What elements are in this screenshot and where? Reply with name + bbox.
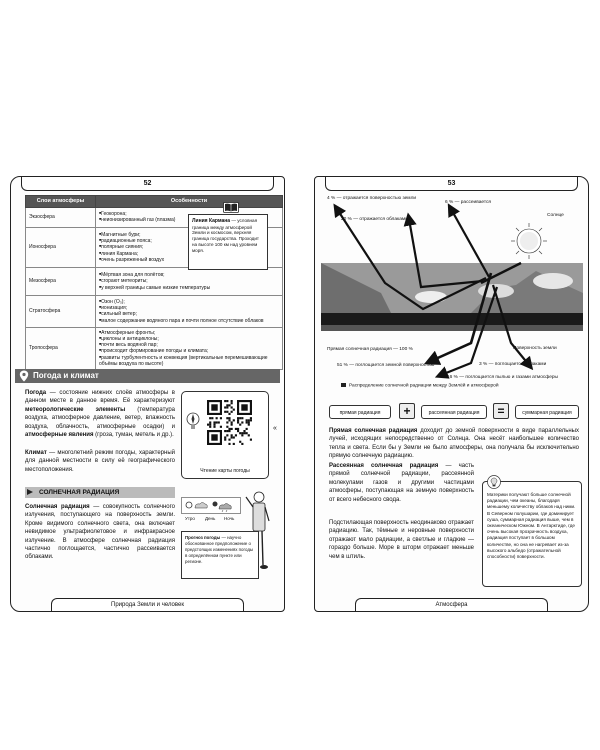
label-absorbed-gases: 16 % — поглощается пылью и газами атмосферы xyxy=(447,375,558,380)
page-footer: Атмосфера xyxy=(355,598,548,611)
book-icon xyxy=(223,202,239,213)
layer-name: Мезосфера xyxy=(26,267,96,295)
feature-item: ■ происходит формирование погоды и климата; xyxy=(99,348,279,354)
atmo-phenomena-term: атмосферные явления xyxy=(25,431,94,438)
label-absorbed-surface: 51 % — поглощается земной поверхностью xyxy=(337,363,435,368)
weather-term: Погода xyxy=(25,390,47,396)
triangle-bullet-icon xyxy=(27,489,33,495)
page-number: 53 xyxy=(447,180,456,187)
qr-caption: Чтение карты погоды xyxy=(200,467,250,474)
feature-item: ■ Атмосферные фронты; xyxy=(99,330,279,336)
feature-item: ■ циклоны и антициклоны; xyxy=(99,336,279,342)
layer-name: Ионосфера xyxy=(26,227,96,267)
layer-name: Экзосфера xyxy=(26,207,96,227)
weather-label-morning: Утро xyxy=(185,516,195,521)
eq-direct-box: прямая радиация xyxy=(329,405,391,419)
feature-item: ■ Мёртвая зона для полётов; xyxy=(99,272,279,278)
climate-term: Климат xyxy=(25,450,47,456)
label-scattered: 6 % — рассеивается xyxy=(445,200,492,205)
label-reflected-earth: 4 % — отражается поверхностью земли xyxy=(327,196,417,201)
direct-radiation-paragraph xyxy=(329,427,579,461)
cloud xyxy=(533,273,573,289)
label-reflected-clouds: 20 % — отражается облаками xyxy=(341,217,408,222)
eq-diffuse-box: рассеянная радиация xyxy=(421,405,487,419)
right-page xyxy=(314,176,589,612)
label-surface: Поверхность земли xyxy=(513,346,557,351)
label-absorbed-clouds: 3 % — поглощается облаками xyxy=(479,362,547,367)
weather-label-day: День xyxy=(205,516,216,521)
layer-features xyxy=(96,267,283,295)
weather-text: — состояние нижних слоёв атмосферы в данном месте в данное время. Её характеризуют xyxy=(25,390,175,405)
feature-item: ■ Магнитные бури; xyxy=(99,232,189,238)
section-heading-weather-climate xyxy=(15,369,280,383)
radiation-equation xyxy=(329,403,579,421)
weather-paragraph xyxy=(25,389,175,439)
diffuse-radiation-paragraph xyxy=(329,462,474,504)
feature-item: ■ почти весь водяной пар; xyxy=(99,342,279,348)
layer-features xyxy=(96,295,283,327)
diffuse-radiation-text: — часть прямой солнечной радиации, рассеянной молекулами газов и другими частицами атмосферы, поступающая на земную поверхность от всего небесного свода. xyxy=(329,463,474,503)
continents-note xyxy=(482,481,582,587)
solar-radiation-term: Солнечная радиация xyxy=(25,504,90,510)
table-header-features: Особенности xyxy=(96,196,283,208)
climate-text: — многолетний режим погоды, характерный для данной местности в силу её географического местоположения. xyxy=(25,450,175,473)
compass-icon xyxy=(186,412,200,430)
meteo-elements-term: метеорологические элементы xyxy=(25,406,126,413)
weather-text: (гроза, туман, метель и др.). xyxy=(93,431,174,438)
legend-text: Распределение солнечной радиации между Землёй и атмосферой xyxy=(349,383,499,389)
surface-reflection-text: Подстилающая поверхность неодинаково отражает радиацию. Так, тёмные и неровные поверхности отражают мало радиации, а светлые и гладкие — гораздо больше. Море в шторм отражает меньше чем в штиль. xyxy=(329,520,474,560)
forecast-note xyxy=(181,531,259,579)
feature-item: ■ линия Кармана; xyxy=(99,251,189,257)
table-row xyxy=(26,267,283,295)
table-row xyxy=(26,295,283,327)
map-pin-icon xyxy=(19,370,29,382)
continents-note-text: Материки получают больше солнечной радиации, чем океаны, благодаря меньшему количеству облаков над ними. В Северном полушарии, где доминирует суша, суммарная радиация выше, чем в океаническом Южном. В Антарктиде, где очень высокая прозрачность воздуха, радиация поступает в большом количестве, но она не нагревает из-за высокого альбедо (отражательной способности) поверхности. xyxy=(487,492,576,559)
karman-term: Линия Кармана xyxy=(192,218,231,224)
climate-paragraph xyxy=(25,449,175,474)
weather-icons-strip xyxy=(181,497,241,527)
weather-label-night: Ночь xyxy=(224,516,235,521)
cloud xyxy=(415,291,447,303)
forecast-definition: — научно обоснованное предположение о предстоящих изменениях погоды в определённом пункте или регионе. xyxy=(185,535,254,564)
plus-sign: + xyxy=(399,403,415,419)
direct-radiation-text: доходит до земной поверхности в виде параллельных лучей, исходящих непосредственно от Солнца. Она несёт наибольшее количество тепла и света. Если бы у Земли не было атмосферы, она получала бы исключительно прямую солнечную радиацию. xyxy=(329,428,579,460)
left-page xyxy=(10,176,285,612)
layer-features xyxy=(96,327,283,369)
solar-radiation-diagram xyxy=(321,193,583,397)
ground-band xyxy=(321,313,583,325)
page-number: 52 xyxy=(143,180,152,187)
surface-reflection-paragraph xyxy=(329,519,474,561)
page-header-bar xyxy=(21,177,274,191)
weather-text: (температура воздуха, атмосферное давление, ветер, влажность воздуха, облачность, атмосферные осадки) и xyxy=(25,406,175,430)
karman-definition: — условная граница между атмосферой Земли и космосом, верхняя граница государства. Проходит на высоте 100 км над уровнем моря. xyxy=(192,218,260,254)
subheading-solar-radiation xyxy=(25,487,175,498)
feature-item: ■ радиационные пояса; xyxy=(99,238,189,244)
equals-sign: = xyxy=(493,403,509,419)
label-direct: Прямая солнечная радиация — 100 % xyxy=(327,347,413,352)
diffuse-radiation-term: Рассеянная солнечная радиация xyxy=(329,463,439,469)
solar-radiation-paragraph xyxy=(25,503,175,562)
subheading-title: СОЛНЕЧНАЯ РАДИАЦИЯ xyxy=(39,489,120,496)
diagram-legend xyxy=(341,383,499,389)
lightbulb-icon xyxy=(487,475,501,489)
feature-item: ■ развиты турбулентность и конвекция (вертикальные перемешивающие объёмы воздуха по высоте) xyxy=(99,355,279,368)
label-sun: Солнце xyxy=(547,213,564,218)
feature-item: ■ сгорают метеориты; xyxy=(99,278,279,284)
layer-name: Тропосфера xyxy=(26,327,96,369)
table-row xyxy=(26,327,283,369)
eq-total-box: суммарная радиация xyxy=(515,405,579,419)
forecast-term: Прогноз погоды xyxy=(185,535,221,540)
feature-item: ■ полярные сияния; xyxy=(99,244,189,250)
qr-code[interactable] xyxy=(207,400,252,445)
feature-item: ■ Геокорона; xyxy=(99,211,279,217)
page-header-bar xyxy=(325,177,578,191)
feature-item: ■ малое содержание водяного пара и почти полное отсутствие облаков xyxy=(99,318,279,324)
qr-code-card[interactable] xyxy=(181,391,269,479)
legend-swatch xyxy=(341,383,346,387)
feature-item: ■ сильный ветер; xyxy=(99,311,279,317)
feature-item: ■ очень разреженный воздух xyxy=(99,257,189,263)
layer-name: Стратосфера xyxy=(26,295,96,327)
feature-item: ■ у верхней границы самые низкие температуры xyxy=(99,285,279,291)
solar-radiation-text: — совокупность солнечного излучения, поступающего на поверхность земли. Кроме видимого солнечного света, она включает невидимое ультрафиолетовое и инфракрасное излучение. В атмосфере солнечная радиация частично поглощается, частично рассеивается облаками. xyxy=(25,504,175,561)
karman-line-note xyxy=(188,214,268,270)
section-title: Погода и климат xyxy=(33,371,99,380)
table-header-layers: Слои атмосферы xyxy=(26,196,96,208)
feature-item: ■ Озон (O₃); xyxy=(99,299,279,305)
sun-icon xyxy=(511,223,547,259)
margin-arrow-icon: « xyxy=(273,425,277,432)
feature-item: ■ неионизированный газ (плазма) xyxy=(99,217,279,223)
direct-radiation-term: Прямая солнечная радиация xyxy=(329,428,418,434)
feature-item: ■ ионизация; xyxy=(99,305,279,311)
page-footer: Природа Земли и человек xyxy=(51,598,244,611)
